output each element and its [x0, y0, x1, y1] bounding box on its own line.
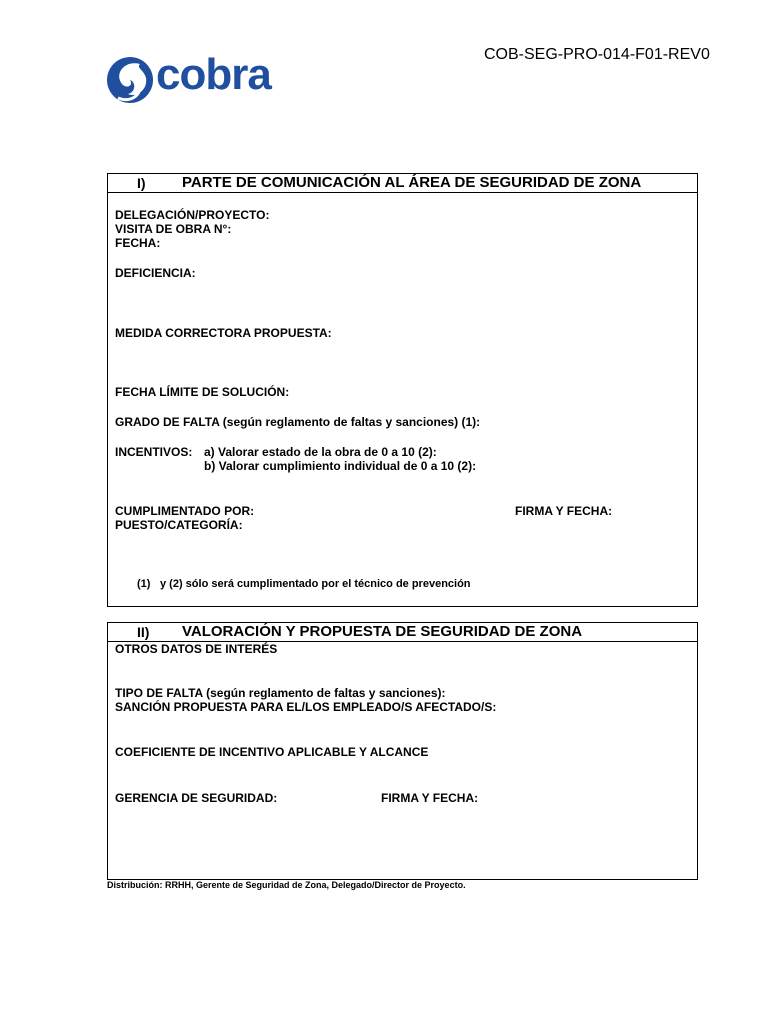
logo-wordmark: cobra — [156, 50, 271, 99]
incentivos-label: INCENTIVOS: — [115, 445, 193, 459]
fecha-limite-label: FECHA LÍMITE DE SOLUCIÓN: — [115, 385, 290, 399]
otros-datos-label: OTROS DATOS DE INTERÉS — [115, 642, 278, 656]
section-1-box — [107, 173, 698, 607]
firma-fecha-2-label: FIRMA Y FECHA: — [381, 791, 479, 805]
visita-label: VISITA DE OBRA N°: — [115, 222, 232, 236]
firma-fecha-label: FIRMA Y FECHA: — [515, 504, 613, 518]
section-2-header — [108, 623, 697, 642]
fecha-label: FECHA: — [115, 236, 161, 250]
note-number: (1) — [137, 578, 151, 590]
deficiencia-label: DEFICIENCIA: — [115, 266, 196, 280]
cumplimentado-label: CUMPLIMENTADO POR: — [115, 504, 255, 518]
grado-label: GRADO DE FALTA (según reglamento de faltas y sanciones) (1): — [115, 415, 481, 429]
section-1-number: I) — [137, 175, 146, 191]
puesto-label: PUESTO/CATEGORÍA: — [115, 518, 243, 532]
incentivo-b-label: b) Valorar cumplimiento individual de 0 a 10 (2): — [204, 459, 477, 473]
document-code: COB-SEG-PRO-014-F01-REV0 — [484, 46, 710, 63]
section-2-number: II) — [137, 624, 150, 640]
coeficiente-label: COEFICIENTE DE INCENTIVO APLICABLE Y ALCANCE — [115, 745, 429, 759]
company-logo — [106, 50, 286, 108]
cobra-swirl-icon — [106, 54, 154, 106]
delegacion-label: DELEGACIÓN/PROYECTO: — [115, 208, 270, 222]
sancion-label: SANCIÓN PROPUESTA PARA EL/LOS EMPLEADO/S AFECTADO/S: — [115, 700, 497, 714]
section-2-title: VALORACIÓN Y PROPUESTA DE SEGURIDAD DE ZONA — [182, 623, 583, 640]
section-1-header — [108, 174, 697, 193]
incentivo-a-label: a) Valorar estado de la obra de 0 a 10 (2): — [204, 445, 437, 459]
gerencia-label: GERENCIA DE SEGURIDAD: — [115, 791, 278, 805]
medida-label: MEDIDA CORRECTORA PROPUESTA: — [115, 326, 332, 340]
distribution-note: Distribución: RRHH, Gerente de Seguridad de Zona, Delegado/Director de Proyecto. — [107, 880, 466, 890]
section-2-box — [107, 622, 698, 880]
section-1-title: PARTE DE COMUNICACIÓN AL ÁREA DE SEGURIDAD DE ZONA — [182, 174, 642, 191]
note-text: y (2) sólo será cumplimentado por el técnico de prevención — [160, 578, 471, 590]
tipo-falta-label: TIPO DE FALTA (según reglamento de faltas y sanciones): — [115, 686, 446, 700]
